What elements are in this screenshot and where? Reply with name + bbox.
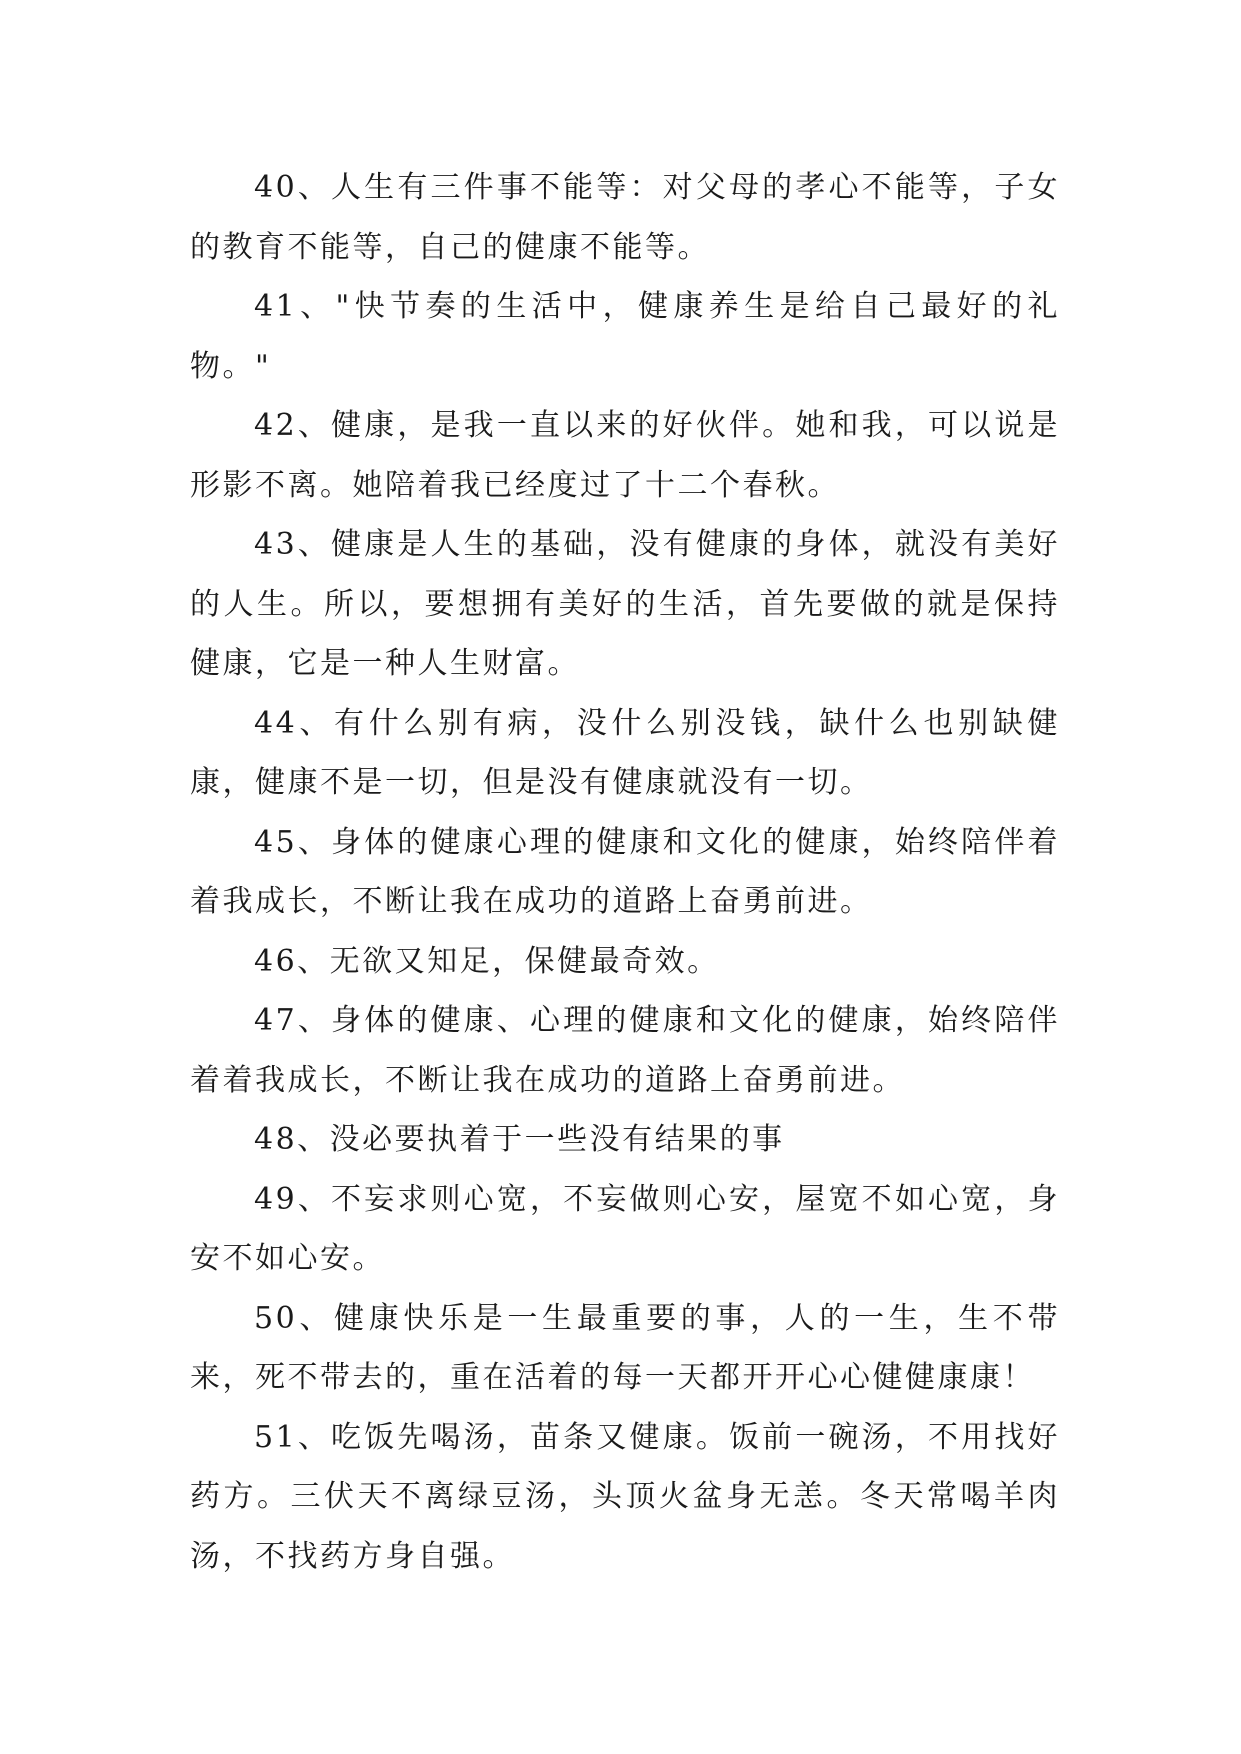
paragraph-51: 51、吃饭先喝汤，苗条又健康。饭前一碗汤，不用找好药方。三伏天不离绿豆汤，头顶火盆身无恙。冬天常喝羊肉汤，不找药方身自强。: [190, 1419, 1060, 1574]
paragraph-44: 44、有什么别有病，没什么别没钱，缺什么也别缺健康，健康不是一切，但是没有健康就没有一切。: [190, 705, 1060, 800]
paragraph-42: 42、健康，是我一直以来的好伙伴。她和我，可以说是形影不离。她陪着我已经度过了十二个春秋。: [190, 408, 1060, 503]
paragraph-49: 49、不妄求则心宽，不妄做则心安，屋宽不如心宽，身安不如心安。: [190, 1181, 1060, 1276]
paragraph-41: 41、"快节奏的生活中，健康养生是给自己最好的礼物。": [190, 289, 1060, 384]
paragraph-50: 50、健康快乐是一生最重要的事，人的一生，生不带来，死不带去的，重在活着的每一天都开开心心健健康康！: [190, 1300, 1060, 1395]
paragraph-45: 45、身体的健康心理的健康和文化的健康，始终陪伴着着我成长，不断让我在成功的道路上奋勇前进。: [190, 824, 1060, 919]
paragraph-43: 43、健康是人生的基础，没有健康的身体，就没有美好的人生。所以，要想拥有美好的生活，首先要做的就是保持健康，它是一种人生财富。: [190, 527, 1060, 681]
paragraph-40: 40、人生有三件事不能等：对父母的孝心不能等，子女的教育不能等，自己的健康不能等。: [190, 170, 1060, 265]
paragraph-47: 47、身体的健康、心理的健康和文化的健康，始终陪伴着着我成长，不断让我在成功的道路上奋勇前进。: [190, 1003, 1060, 1098]
paragraph-46: 46、无欲又知足，保健最奇效。: [254, 943, 720, 979]
document-body: [190, 158, 1060, 1586]
paragraph-48: 48、没必要执着于一些没有结果的事: [254, 1122, 785, 1157]
